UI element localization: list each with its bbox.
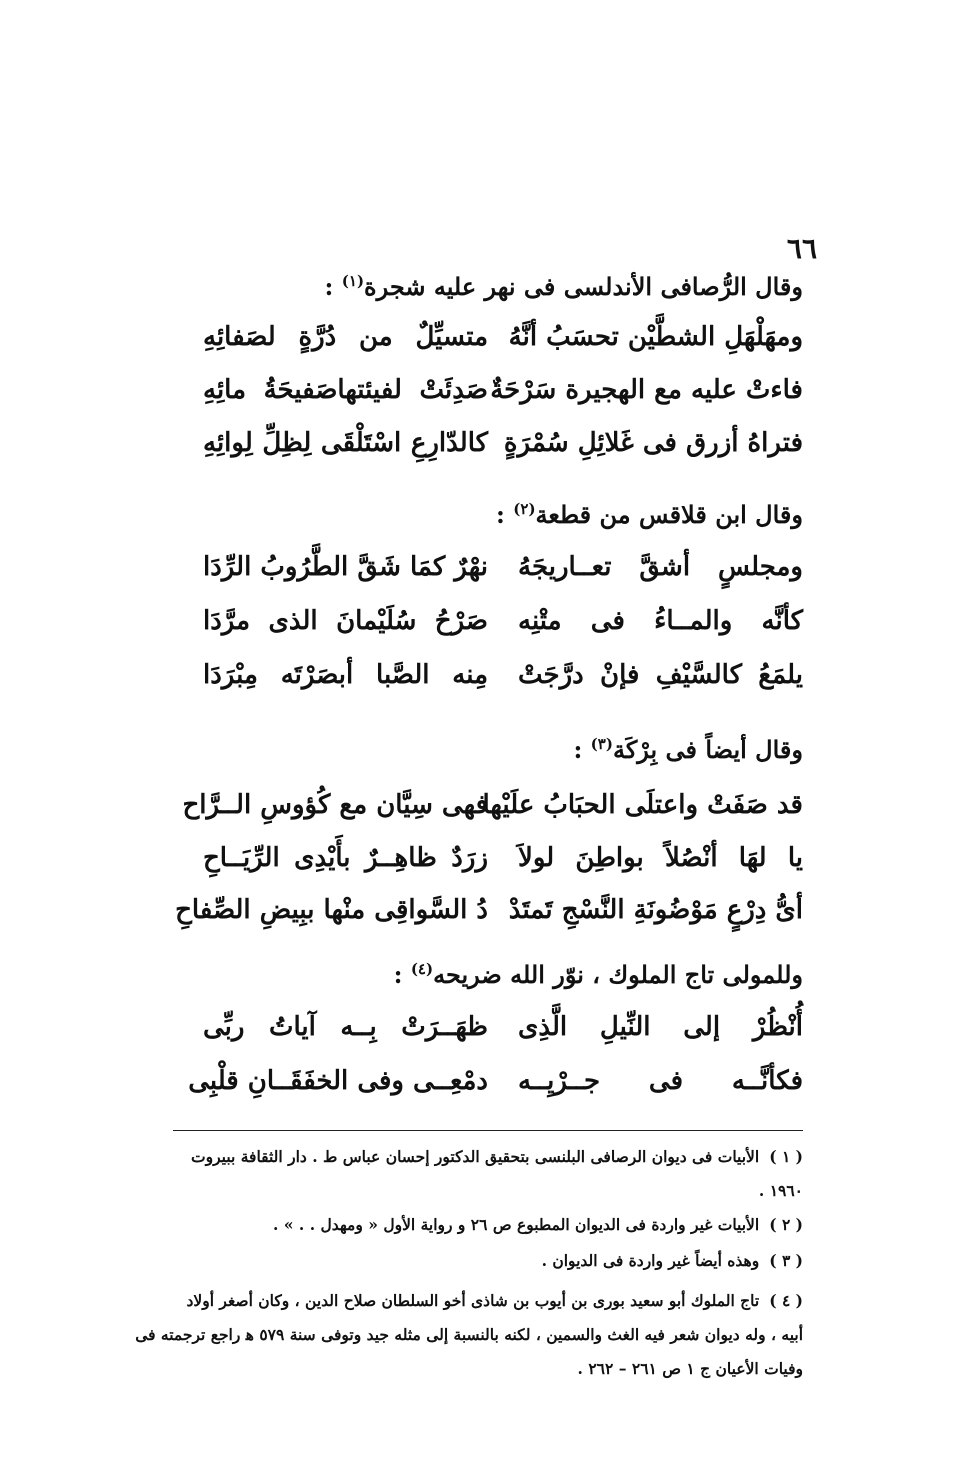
footnote-text: الأبيات غير واردة فى الديوان المطبوع ص ٢٦ و رواية الأول « ومهدل . . » . [273, 1215, 760, 1234]
verse-line [203, 428, 803, 478]
footnote-line [163, 1208, 803, 1242]
footnote-number: ( ٣ ) [769, 1251, 803, 1270]
intro-colon: : [324, 272, 342, 301]
hemistich-second [182, 790, 488, 840]
poem-intro-2 [496, 500, 803, 529]
verse-line [203, 375, 803, 425]
hemistich-first [482, 790, 803, 840]
hemistich-first [508, 895, 803, 945]
footnote-line [163, 1140, 803, 1174]
footnote-1 [163, 1140, 803, 1208]
footnote-line [163, 1284, 803, 1318]
poem-intro-4 [394, 960, 803, 989]
hemistich-text: نهْرٌ كمَا شَقَّ الطَّرُوبُ الرِّدَا [203, 552, 488, 582]
hemistich-text: متسيِّلٌ من دُرَّةٍ لصَفائِهِ [203, 322, 488, 352]
hemistich-second [203, 843, 488, 893]
hemistich-second [203, 1012, 488, 1062]
footnote-mark: (٢) [513, 500, 536, 518]
hemistich-text: كأنَّه والمــاءُ فى متْنِه [518, 606, 803, 636]
hemistich-first [518, 843, 803, 893]
footnote-divider [173, 1130, 803, 1131]
footnote-mark: (٣) [590, 735, 613, 753]
verse-line [203, 606, 803, 656]
verse-line [175, 895, 803, 945]
hemistich-text: كالدّارِعِ اسْتَلْقَى لِظِلِّ لِوائِهِ [203, 428, 488, 458]
footnote-number: ( ١ ) [769, 1147, 803, 1166]
footnote-text: الأبيات فى ديوان الرصافى البلنسى بتحقيق الدكتور إحسان عباس ط . دار الثقافة ببيروت [191, 1147, 760, 1166]
footnote-2 [163, 1208, 803, 1242]
intro-text: وللمولى تاج الملوك ، نوّر الله ضريحه [433, 960, 803, 989]
footnote-line: وفيات الأعيان ج ١ ص ٢٦١ – ٢٦٢ . [577, 1359, 803, 1378]
hemistich-first [490, 375, 803, 425]
hemistich-first [518, 660, 803, 710]
hemistich-second [203, 428, 488, 478]
intro-colon: : [496, 500, 514, 529]
hemistich-text: صَدِئَتْ لفيئتهاصَفيحَةُ مائِهِ [203, 375, 488, 405]
poem-intro-1 [325, 272, 803, 301]
hemistich-text: ومجلسٍ أشقَّ تعــاريجَهُ [518, 552, 803, 582]
hemistich-second [188, 1066, 488, 1116]
poem-intro-3 [573, 735, 803, 764]
hemistich-text: فكأنَّــه فى جــرْيِــه [518, 1066, 803, 1096]
intro-colon: : [573, 735, 591, 764]
hemistich-text: مِنه الصَّبا أبصَرْتَه مِبْرَدَا [203, 660, 488, 690]
hemistich-text: دُ السَّواقِى منْها ببِيضِ الصِّفاحِ [175, 895, 488, 925]
hemistich-first [508, 322, 803, 372]
hemistich-text: أىُّ دِرْعٍ مَوْضُونَةِ النَّسْجِ تَمتَدْ [508, 895, 803, 925]
hemistich-second [203, 606, 488, 656]
hemistich-second [203, 322, 488, 372]
hemistich-first [503, 428, 803, 478]
hemistich-text: ومهَلْهَلِ الشطَّيْن تحسَبُ أنَّهُ [508, 322, 803, 352]
intro-text: وقال ابن قلاقس من قطعة [535, 500, 803, 529]
hemistich-second [203, 552, 488, 602]
hemistich-text: فاءتْ عليه مع الهجيرة سَرْحَةٌ [490, 375, 803, 405]
hemistich-first [518, 552, 803, 602]
footnote-line [163, 1244, 803, 1278]
verse-line [203, 1012, 803, 1062]
verse-line [188, 1066, 803, 1116]
hemistich-text: ظهَــرَتْ بِــه آياتُ ربِّى [203, 1012, 488, 1042]
hemistich-text: زرَدٌ ظاهِــرٌ بأَيْدِى الرِّيَــاحِ [203, 843, 488, 873]
verse-line [182, 790, 803, 840]
hemistich-first [518, 1066, 803, 1116]
footnote-mark: (١) [341, 272, 365, 290]
verse-line [203, 552, 803, 602]
intro-text: وقال أيضاً فى بِرْكَة [612, 735, 803, 764]
verse-line [203, 843, 803, 893]
hemistich-text: فهى سِيَّان مع كُؤوسِ الــرَّاح [182, 790, 488, 820]
intro-text: وقال الرُّصافى الأندلسى فى نهر عليه شجرة [364, 272, 803, 301]
footnote-line: أبيه ، وله ديوان شعر فيه الغث والسمين ، لكنه بالنسبة إلى مثله جيد وتوفى سنة ٥٧٩ ﻫ راجع ترجمته فى [135, 1325, 803, 1344]
footnote-number: ( ٢ ) [769, 1215, 803, 1234]
hemistich-second [175, 895, 488, 945]
footnote-number: ( ٤ ) [769, 1291, 803, 1310]
page-number: ٦٦ [786, 232, 817, 265]
hemistich-text: أُنْظُرْ إلى النِّيلِ الَّذِى [518, 1012, 803, 1042]
hemistich-text: دمْعِــى وفى الخفَقَــانِ قلْبِى [188, 1066, 488, 1096]
hemistich-first [518, 606, 803, 656]
hemistich-text: قد صَفَتْ واعتلَى الحبَابُ علَيْها [482, 790, 803, 820]
hemistich-first [518, 1012, 803, 1062]
footnote-text: تاج الملوك أبو سعيد بورى بن أيوب بن شاذى أخو السلطان صلاح الدين ، وكان أصغر أولاد [186, 1291, 760, 1310]
hemistich-second [203, 375, 488, 425]
hemistich-second [203, 660, 488, 710]
footnote-4 [135, 1284, 803, 1386]
footnote-mark: (٤) [410, 960, 434, 978]
verse-line [203, 322, 803, 372]
footnote-line: ١٩٦٠ . [758, 1181, 803, 1200]
hemistich-text: فتراهُ أزرق فى غَلائِلِ سُمْرَةٍ [503, 428, 803, 458]
verse-line [203, 660, 803, 710]
footnote-text: وهذه أيضاً غير واردة فى الديوان . [541, 1251, 760, 1270]
intro-colon: : [393, 960, 411, 989]
hemistich-text: صَرْحُ سُلَيْمانَ الذى مرَّدَا [203, 606, 488, 636]
footnote-3 [163, 1244, 803, 1278]
hemistich-text: يا لهَا أنْصُلاً بواطِنَ لولاَ [518, 843, 803, 873]
hemistich-text: يلمَعُ كالسَّيْفِ فإنْ درَّجَتْ [518, 660, 803, 690]
